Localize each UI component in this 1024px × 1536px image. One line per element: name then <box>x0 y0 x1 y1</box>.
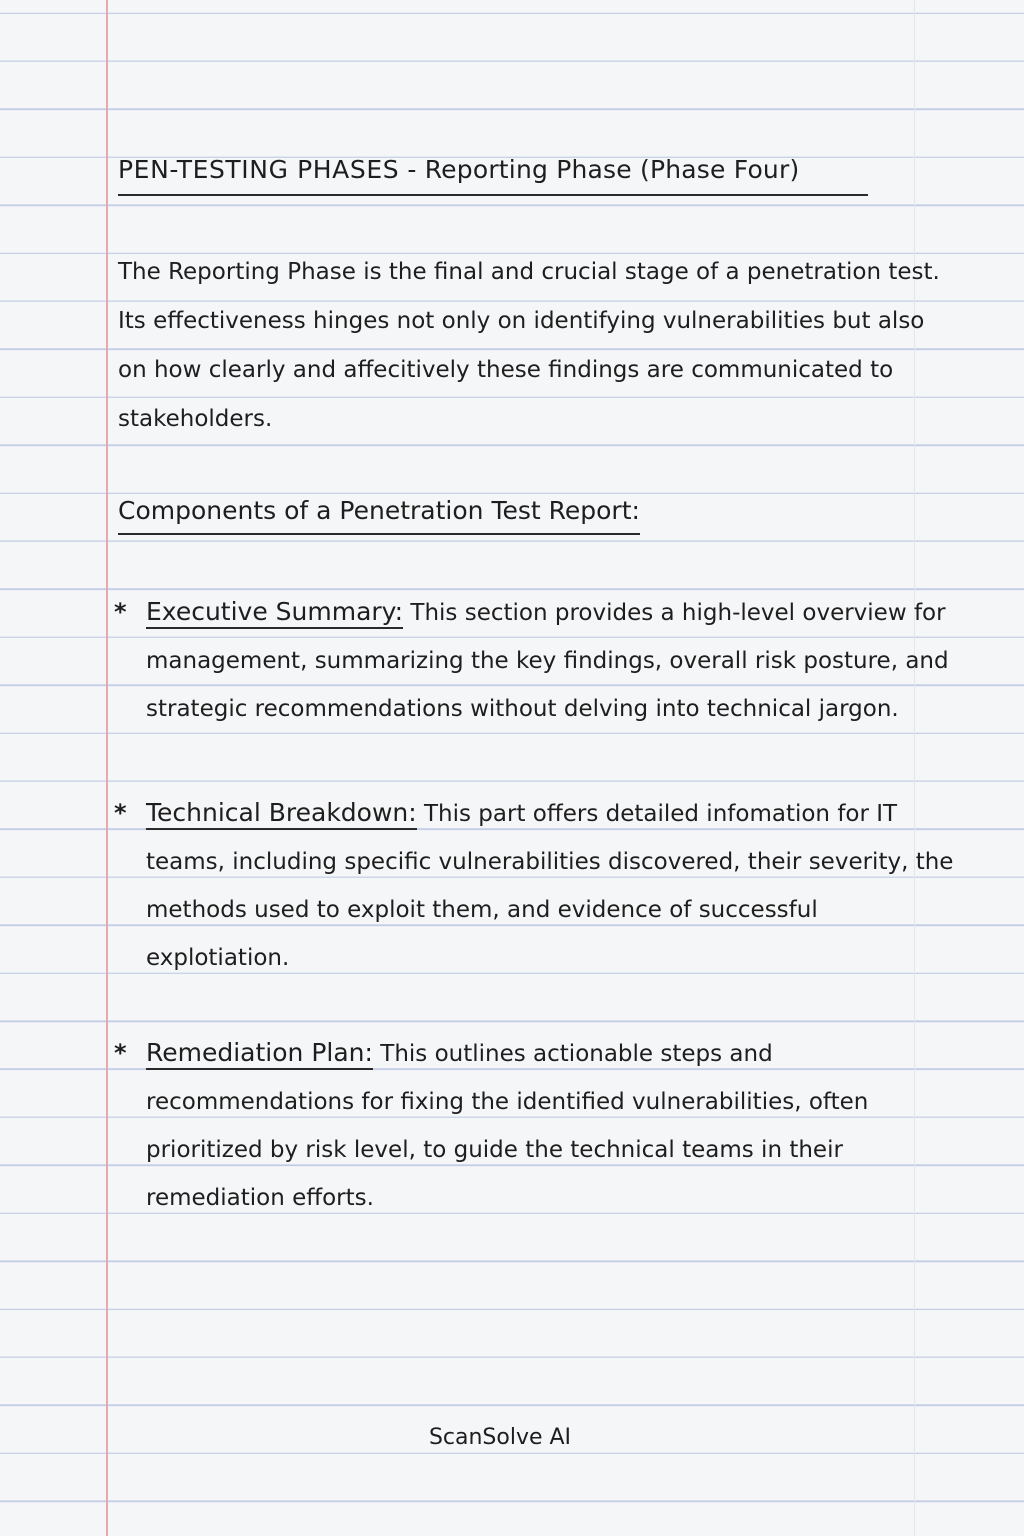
list-item-body <box>146 1029 954 1222</box>
list-item-body <box>146 588 954 733</box>
title-caps: PEN-TESTING PHASES <box>118 155 400 184</box>
margin-line <box>106 0 108 1536</box>
item-text: This section provides a high-level overview for management, summarizing the key findings, overall risk posture, and strategic recommendations without delving into technical jargon. <box>146 600 949 722</box>
list-item-body <box>146 789 954 982</box>
item-text: This outlines actionable steps and recommendations for fixing the identified vulnerabilities, often prioritized by risk level, to guide the technical teams in their remediation efforts. <box>146 1041 869 1211</box>
title-rest: Reporting Phase (Phase Four) <box>424 155 800 184</box>
item-label: Remediation Plan: <box>146 1038 373 1070</box>
list-item-technical-breakdown <box>114 789 954 982</box>
item-label: Executive Summary: <box>146 597 403 629</box>
components-heading: Components of a Penetration Test Report: <box>118 491 640 535</box>
intro-paragraph: The Reporting Phase is the final and crucial stage of a penetration test. Its effectiveness hinges not only on identifying vulnerabilities but also on how clearly and affecitively these findings are communicated to stakeholders. <box>118 259 940 432</box>
star-bullet-icon: * <box>114 1039 127 1067</box>
footer-brand: ScanSolve AI <box>428 1425 572 1450</box>
title-separator: - <box>399 155 425 184</box>
item-label: Technical Breakdown: <box>146 798 417 830</box>
list-item-remediation-plan <box>114 1029 954 1222</box>
star-bullet-icon: * <box>114 799 127 827</box>
item-text: This part offers detailed infomation for IT teams, including specific vulnerabilities discovered, their severity, the methods used to exploit them, and evidence of successful explotiation. <box>146 801 954 971</box>
page-edge-line <box>914 0 915 1536</box>
list-item-executive-summary <box>114 588 954 733</box>
page-title <box>118 150 868 196</box>
star-bullet-icon: * <box>114 598 127 626</box>
